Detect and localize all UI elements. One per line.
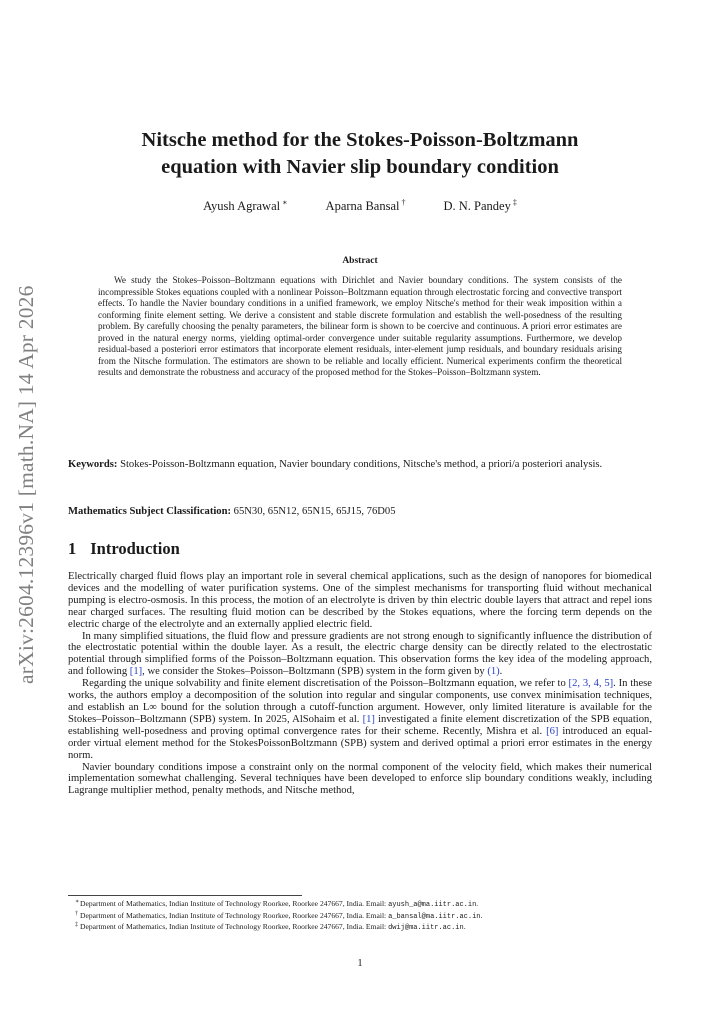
email-address[interactable]: ayush_a@ma.iitr.ac.in bbox=[388, 901, 477, 909]
equation-link[interactable]: (1) bbox=[487, 666, 500, 678]
author-2: Aparna Bansal † bbox=[325, 198, 406, 213]
title-line-1: Nitsche method for the Stokes-Poisson-Boltzmann bbox=[141, 129, 579, 151]
footnotes bbox=[68, 899, 652, 934]
paragraph-1: Electrically charged fluid flows play an important role in several chemical applications, such as the design of nanopores for biomedical devices and the modelling of water purification systems. One of the simplest mechanisms for transporting fluid without mechanical pumping is electro-osmosis. In this process, the motion of an electrolyte is driven by thin electric double layers that attract and repel ions near charged surfaces. The resulting fluid motion can be described by the Stokes equations, where the forcing term depends on the electric charge of the electrolyte and an externally applied electric field. bbox=[68, 571, 652, 630]
footnote-3: ‡ Department of Mathematics, Indian Institute of Technology Roorkee, Roorkee 247667, India. Email: dwij@ma.iitr.ac.in. bbox=[75, 922, 466, 933]
citation-link[interactable]: [1] bbox=[362, 713, 375, 725]
footnote-divider bbox=[68, 895, 302, 896]
author-1: Ayush Agrawal ∗ bbox=[203, 198, 288, 213]
arxiv-stamp: arXiv:2604.12396v1 [math.NA] 14 Apr 2026 bbox=[14, 285, 38, 684]
paragraph-3: Regarding the unique solvability and finite element discretisation of the Poisson–Boltzmann equation, we refer to [2, 3, 4, 5]. In these works, the authors employ a decomposition of the solution into regular and singular components, use convex minimisation techniques, and establish an L∞ bound for the solution through a cutoff-function argument. However, only limited literature is available for the Stokes–Poisson–Boltzmann (SPB) system. In 2025, AlSohaim et al. [1] investigated a finite element discretization of the SPB equation, establishing well-posedness and proving optimal convergence rates for their scheme. Recently, Mishra et al. [6] introduced an equal-order virtual element method for the StokesPoissonBoltzmann (SPB) system and derived optimal a priori error estimates in the energy norm. bbox=[68, 678, 653, 761]
introduction-body bbox=[68, 571, 652, 797]
msc-text: 65N30, 65N12, 65N15, 65J15, 76D05 bbox=[233, 506, 396, 517]
footnote-2: † Department of Mathematics, Indian Institute of Technology Roorkee, Roorkee 247667, India. Email: a_bansal@ma.iitr.ac.in. bbox=[75, 910, 483, 921]
section-heading-introduction bbox=[68, 539, 180, 559]
author-3: D. N. Pandey ‡ bbox=[443, 198, 517, 213]
msc-label: Mathematics Subject Classification: bbox=[68, 506, 232, 517]
email-address[interactable]: dwij@ma.iitr.ac.in bbox=[388, 924, 464, 933]
section-number: 1 bbox=[68, 539, 77, 558]
title-line-2: equation with Navier slip boundary condition bbox=[161, 156, 559, 178]
paragraph-2: In many simplified situations, the fluid flow and pressure gradients are not strong enough to significantly influence the distribution of the electrostatic potential within the double layer. As a result, the electric charge density can be directly related to the electrostatic potential through simplified forms of the Poisson–Boltzmann equation. This observation forms the key idea of the modeling approach, and following [1], we consider the Stokes–Poisson–Boltzmann (SPB) system in the form given by (1). bbox=[68, 630, 652, 678]
keywords-text: Stokes-Poisson-Boltzmann equation, Navier boundary conditions, Nitsche's method, a priori/a posteriori analysis. bbox=[120, 459, 603, 470]
paragraph-4: Navier boundary conditions impose a constraint only on the normal component of the velocity field, which makes their numerical implementation somewhat challenging. Several techniques have been developed to enforce slip boundary conditions weakly, including Lagrange multiplier method, penalty methods, and Nitsche method, bbox=[68, 761, 652, 797]
author-list bbox=[68, 198, 652, 214]
section-title: Introduction bbox=[90, 539, 180, 558]
page-number: 1 bbox=[357, 958, 363, 969]
citation-link[interactable]: [6] bbox=[546, 725, 559, 737]
email-address[interactable]: a_bansal@ma.iitr.ac.in bbox=[388, 912, 481, 921]
paper-title bbox=[68, 127, 652, 181]
keywords bbox=[68, 458, 652, 472]
citation-links[interactable]: [2, 3, 4, 5] bbox=[568, 678, 614, 690]
abstract-body: We study the Stokes–Poisson–Boltzmann equations with Dirichlet and Navier boundary conditions. The system consists of the incompressible Stokes equations coupled with a nonlinear Poisson–Boltzmann equation through electrostatic forcing and convective transport effects. To handle the Navier boundary conditions in a unified framework, we employ Nitsche's method for their weak imposition within a conforming finite element setting. We derive a consistent and stable discrete formulation and establish the well-posedness of the resulting problem. By carefully choosing the penalty parameters, the bilinear form is shown to be coercive and continuous. A priori error estimates are proved in the natural energy norms, yielding optimal-order convergence under suitable regularity assumptions. Furthermore, we develop residual-based a posteriori error estimators that incorporate element residuals, inter-element jump residuals, and boundary residuals arising from the Nitsche formulation. The estimators are shown to be reliable and locally efficient. Numerical experiments confirm the theoretical results and demonstrate the robustness and accuracy of the proposed method for the Stokes–Poisson–Boltzmann system. bbox=[98, 275, 622, 377]
footnote-1: ∗ Department of Mathematics, Indian Institute of Technology Roorkee, Roorkee 247667, India. Email: ayush_a@ma.iitr.ac.in. bbox=[75, 899, 479, 909]
abstract-heading: Abstract bbox=[342, 256, 378, 266]
keywords-label: Keywords: bbox=[68, 459, 118, 470]
msc-classification bbox=[68, 505, 652, 519]
citation-link[interactable]: [1] bbox=[129, 666, 143, 678]
